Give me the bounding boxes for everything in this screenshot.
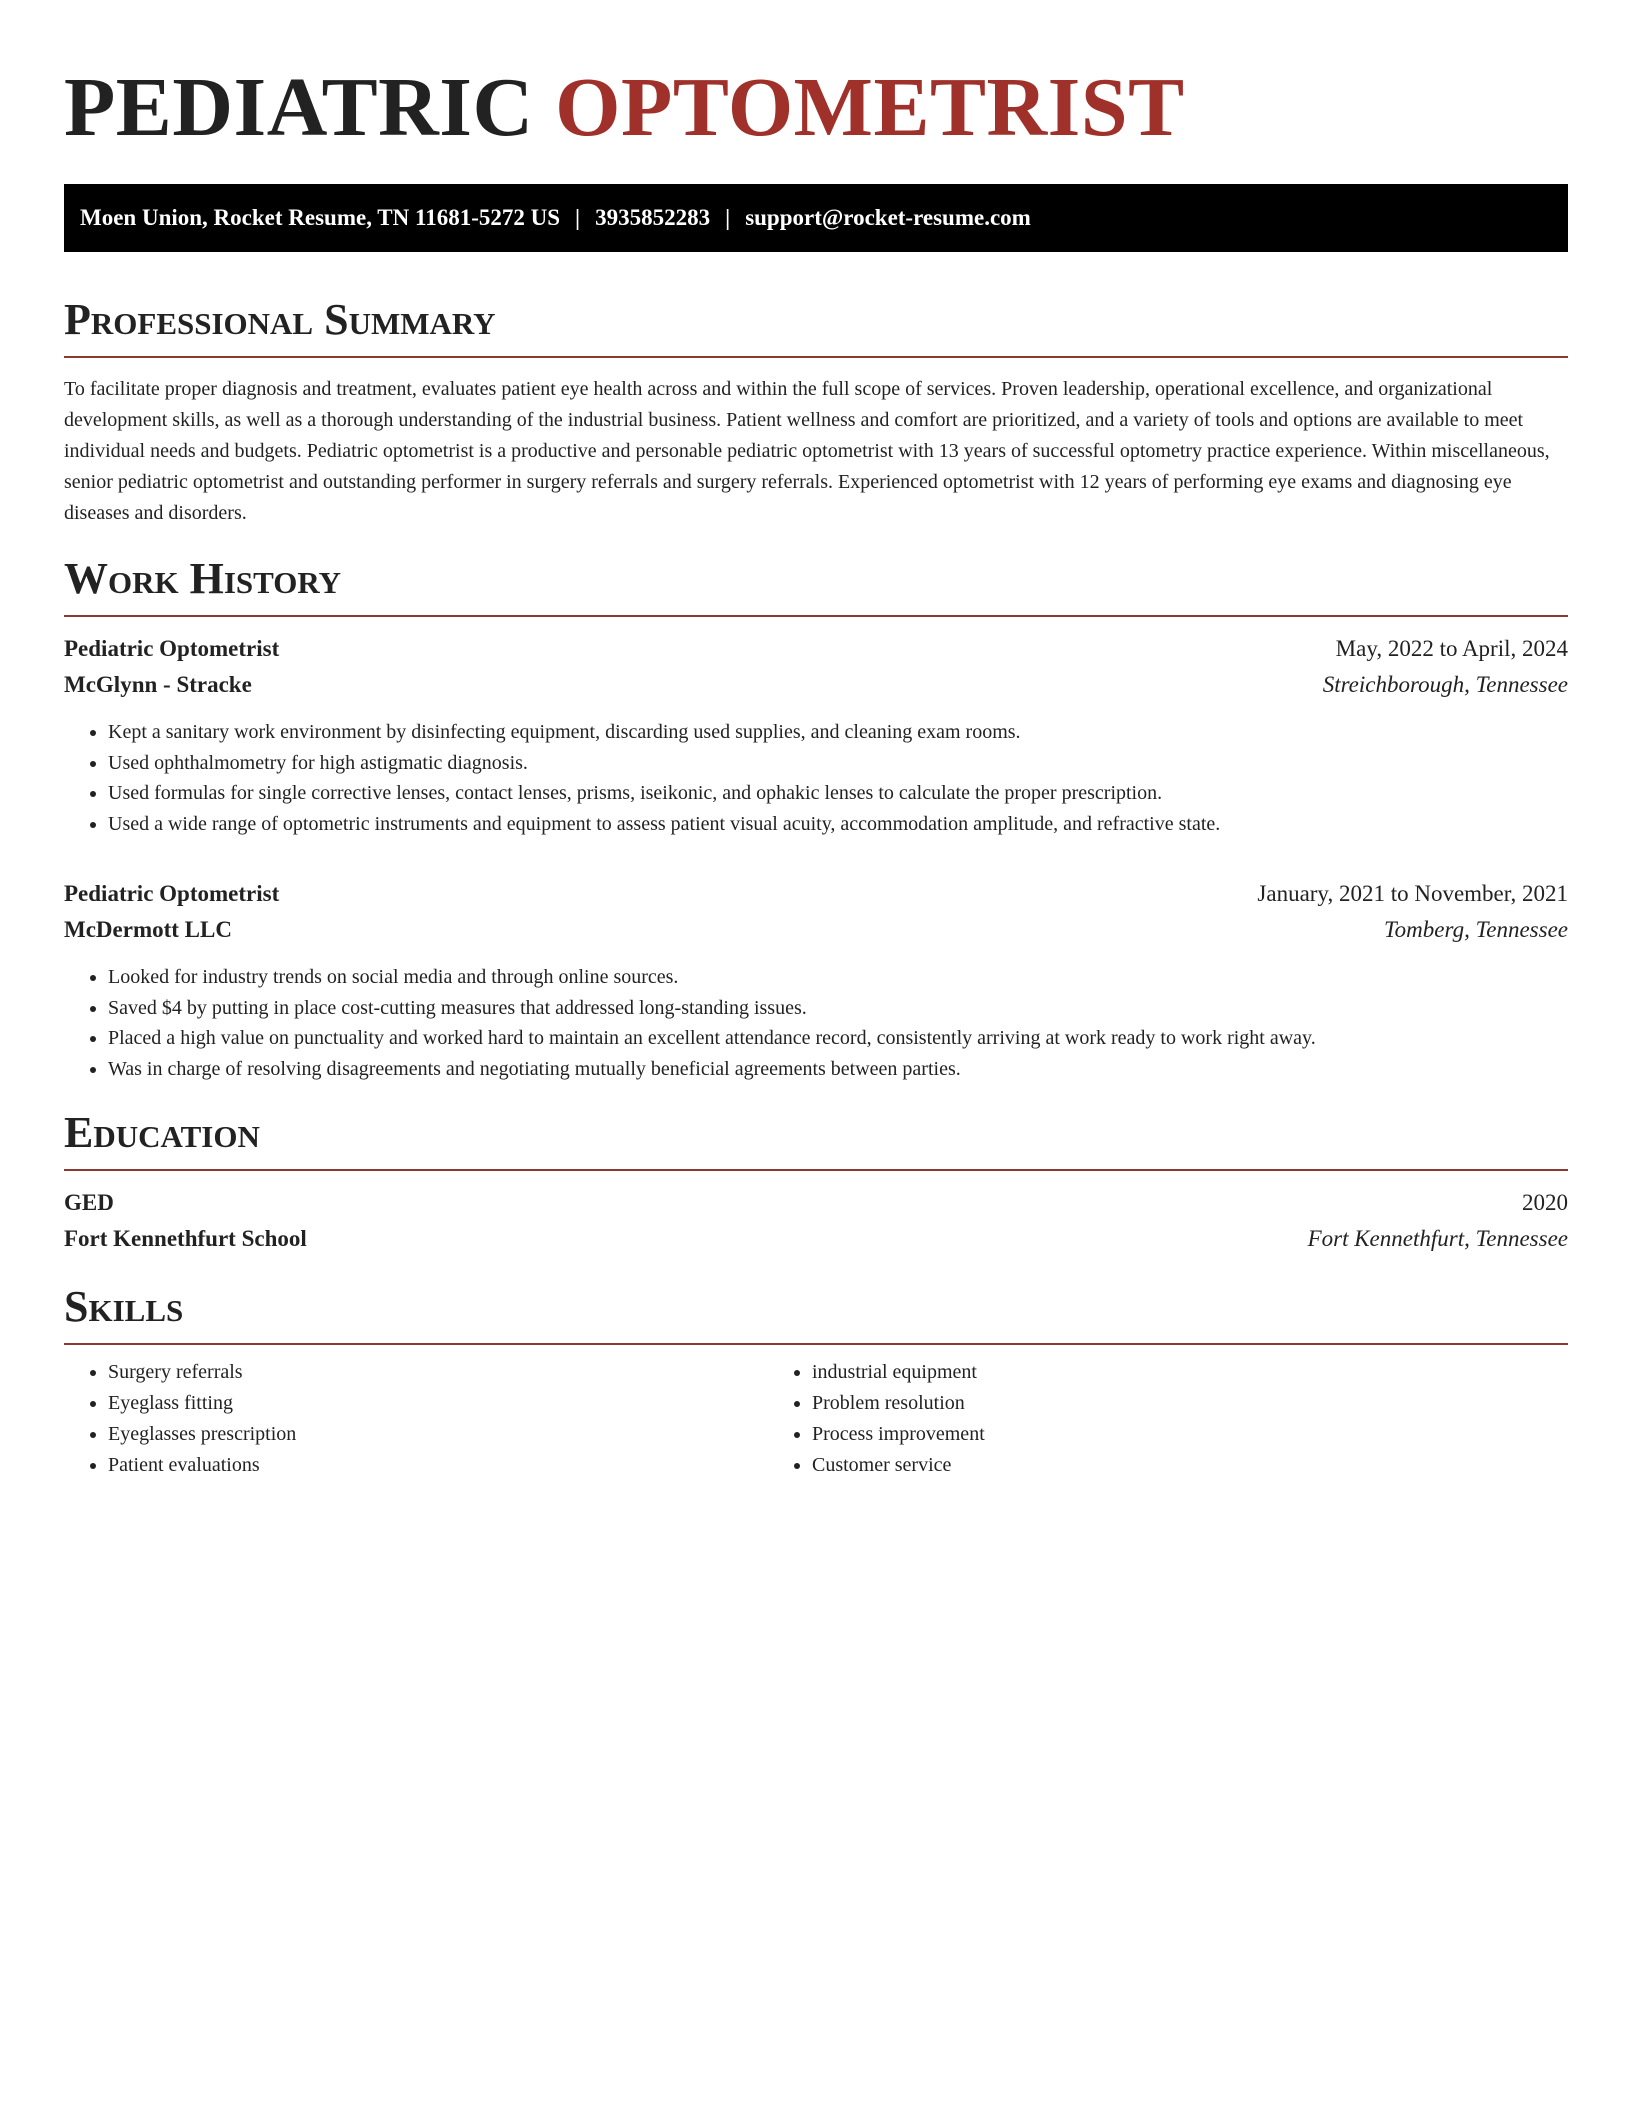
skill-item: • Eyeglass fitting: [108, 1388, 760, 1419]
skills-column-right: [760, 1357, 1568, 1481]
job-duty: • Kept a sanitary work environment by disinfecting equipment, discarding used supplies, and cleaning exam rooms.: [108, 717, 1568, 748]
professional-summary-section: [64, 295, 1568, 529]
education-degree: GED: [64, 1189, 114, 1215]
contact-email: support@rocket-resume.com: [745, 205, 1031, 230]
title-first-word: PEDIATRIC: [64, 61, 534, 154]
job-title-row: [64, 631, 1568, 667]
skill-item: • Patient evaluations: [108, 1450, 760, 1481]
education-location: Fort Kennethfurt, Tennessee: [1307, 1225, 1568, 1251]
education-school: Fort Kennethfurt School: [64, 1225, 307, 1251]
job-entry: [64, 876, 1568, 1085]
contact-address: Moen Union, Rocket Resume, TN 11681-5272 US: [80, 205, 561, 230]
skill-item: • industrial equipment: [812, 1357, 1568, 1388]
job-duty: • Placed a high value on punctuality and worked hard to maintain an excellent attendance record, consistently arriving at work ready to work right away.: [108, 1023, 1568, 1054]
job-company-row: [64, 667, 1568, 703]
job-location: Streichborough, Tennessee: [1322, 672, 1568, 697]
title-second-word: OPTOMETRIST: [555, 61, 1185, 154]
skills-column-left: [64, 1357, 760, 1481]
job-duty: • Was in charge of resolving disagreements and negotiating mutually beneficial agreements between parties.: [108, 1054, 1568, 1085]
job-title: Pediatric Optometrist: [64, 880, 280, 906]
job-company: McGlynn - Stracke: [64, 672, 252, 697]
job-company-row: [64, 912, 1568, 948]
skills-grid: [64, 1357, 1568, 1481]
job-title-row: [64, 876, 1568, 912]
education-degree-row: [64, 1185, 1568, 1221]
education-year: 2020: [1522, 1189, 1568, 1215]
section-heading-skills: Skills: [64, 1285, 1568, 1345]
education-section: [64, 1107, 1568, 1257]
skill-item: • Problem resolution: [812, 1388, 1568, 1419]
education-school-row: [64, 1221, 1568, 1257]
job-duty: • Used ophthalmometry for high astigmatic diagnosis.: [108, 748, 1568, 779]
section-heading-work: Work History: [64, 557, 1568, 617]
contact-separator: |: [575, 205, 581, 230]
job-duty: • Used formulas for single corrective lenses, contact lenses, prisms, iseikonic, and ophakic lenses to calculate the proper prescription.: [108, 778, 1568, 809]
job-duty: • Saved $4 by putting in place cost-cutting measures that addressed long-standing issues.: [108, 993, 1568, 1024]
job-dates: January, 2021 to November, 2021: [1257, 880, 1568, 906]
contact-separator: |: [725, 205, 731, 230]
contact-phone: 3935852283: [595, 205, 711, 230]
section-heading-summary: Professional Summary: [64, 298, 1568, 358]
contact-bar: [64, 184, 1568, 252]
work-history-section: [64, 554, 1568, 1085]
education-entry: [64, 1185, 1568, 1257]
job-title: Pediatric Optometrist: [64, 636, 280, 661]
section-heading-education: Education: [64, 1111, 1568, 1171]
job-location: Tomberg, Tennessee: [1383, 916, 1568, 942]
skill-item: • Process improvement: [812, 1419, 1568, 1450]
job-dates: May, 2022 to April, 2024: [1335, 636, 1568, 661]
resume-title: [64, 52, 1568, 154]
skills-section: [64, 1281, 1568, 1481]
summary-text: To facilitate proper diagnosis and treatment, evaluates patient eye health across and within the full scope of services. Proven leadership, operational excellence, and organizational development skills, as well as a thorough understanding of the industrial business. Patient wellness and comfort are prioritized, and a variety of tools and options are available to meet individual needs and budgets. Pediatric optometrist is a productive and personable pediatric optometrist with 13 years of successful optometry practice experience. Within miscellaneous, senior pediatric optometrist and outstanding performer in surgery referrals and surgery referrals. Experienced optometrist with 12 years of performing eye exams and diagnosing eye diseases and disorders.: [64, 378, 1550, 524]
skill-item: • Surgery referrals: [108, 1357, 760, 1388]
job-duty: • Used a wide range of optometric instruments and equipment to assess patient visual acuity, accommodation amplitude, and refractive state.: [108, 809, 1568, 840]
job-company: McDermott LLC: [64, 916, 232, 942]
job-duties-list: [64, 962, 1568, 1085]
job-entry: [64, 631, 1568, 840]
skill-item: • Eyeglasses prescription: [108, 1419, 760, 1450]
job-duty: • Looked for industry trends on social media and through online sources.: [108, 962, 1568, 993]
skill-item: • Customer service: [812, 1450, 1568, 1481]
job-duties-list: [64, 717, 1568, 840]
